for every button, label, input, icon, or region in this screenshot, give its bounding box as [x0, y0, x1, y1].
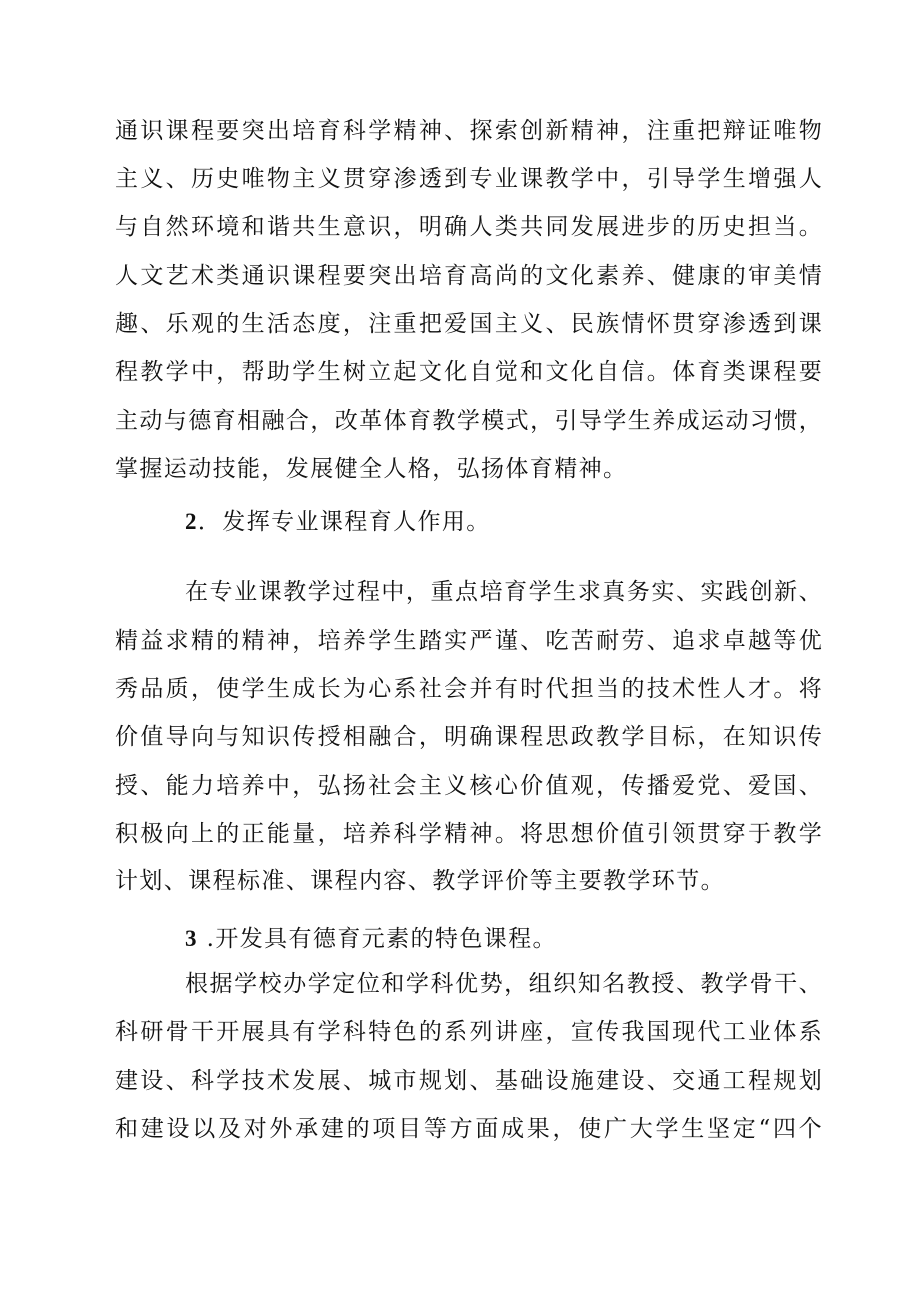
text-line: 计划、课程标准、课程内容、教学评价等主要教学环节。 — [115, 868, 725, 894]
text-line: 积极向上的正能量，培养科学精神。将思想价值引领贯穿于教学 — [115, 821, 822, 847]
heading-text: .开发具有德育元素的特色课程。 — [197, 926, 557, 952]
text-line: 科研骨干开展具有学科特色的系列讲座，宣传我国现代工业体系 — [115, 1019, 822, 1045]
text-line: 趣、乐观的生活态度，注重把爱国主义、民族情怀贯穿渗透到课 — [115, 311, 822, 337]
text-line: 授、能力培养中，弘扬社会主义核心价值观，传播爱党、爱国、 — [115, 773, 822, 799]
text-line: 掌握运动技能，发展健全人格，弘扬体育精神。 — [115, 456, 628, 482]
text-line: 精益求精的精神，培养学生踏实严谨、吃苦耐劳、追求卓越等优 — [115, 628, 822, 654]
heading-number: 3 — [185, 926, 198, 951]
text-line: 价值导向与知识传授相融合，明确课程思政教学目标，在知识传 — [115, 724, 822, 750]
heading-text: ．发挥专业课程育人作用。 — [197, 509, 491, 535]
text-line: 建设、科学技术发展、城市规划、基础设施建设、交通工程规划 — [115, 1068, 822, 1094]
text-line: 主动与德育相融合，改革体育教学模式，引导学生养成运动习惯， — [115, 408, 822, 434]
section-heading-2 — [185, 507, 491, 537]
text-line: 主义、历史唯物主义贯穿渗透到专业课教学中，引导学生增强人 — [115, 166, 822, 192]
text-line: 人文艺术类通识课程要突出培育高尚的文化素养、健康的审美情 — [115, 263, 822, 289]
text-line: 通识课程要突出培育科学精神、探索创新精神，注重把辩证唯物 — [115, 118, 822, 144]
text-line: 程教学中，帮助学生树立起文化自觉和文化自信。体育类课程要 — [115, 359, 822, 385]
text-line: 和建设以及对外承建的项目等方面成果，使广大学生坚定“四个 — [115, 1116, 822, 1142]
heading-number: 2 — [185, 509, 198, 534]
text-line: 秀品质，使学生成长为心系社会并有时代担当的技术性人才。将 — [115, 676, 822, 702]
text-line: 根据学校办学定位和学科优势，组织知名教授、教学骨干、 — [185, 971, 822, 997]
text-line: 在专业课教学过程中，重点培育学生求真务实、实践创新、 — [185, 579, 822, 605]
section-heading-3 — [185, 924, 557, 954]
text-line: 与自然环境和谐共生意识，明确人类共同发展进步的历史担当。 — [115, 214, 822, 240]
